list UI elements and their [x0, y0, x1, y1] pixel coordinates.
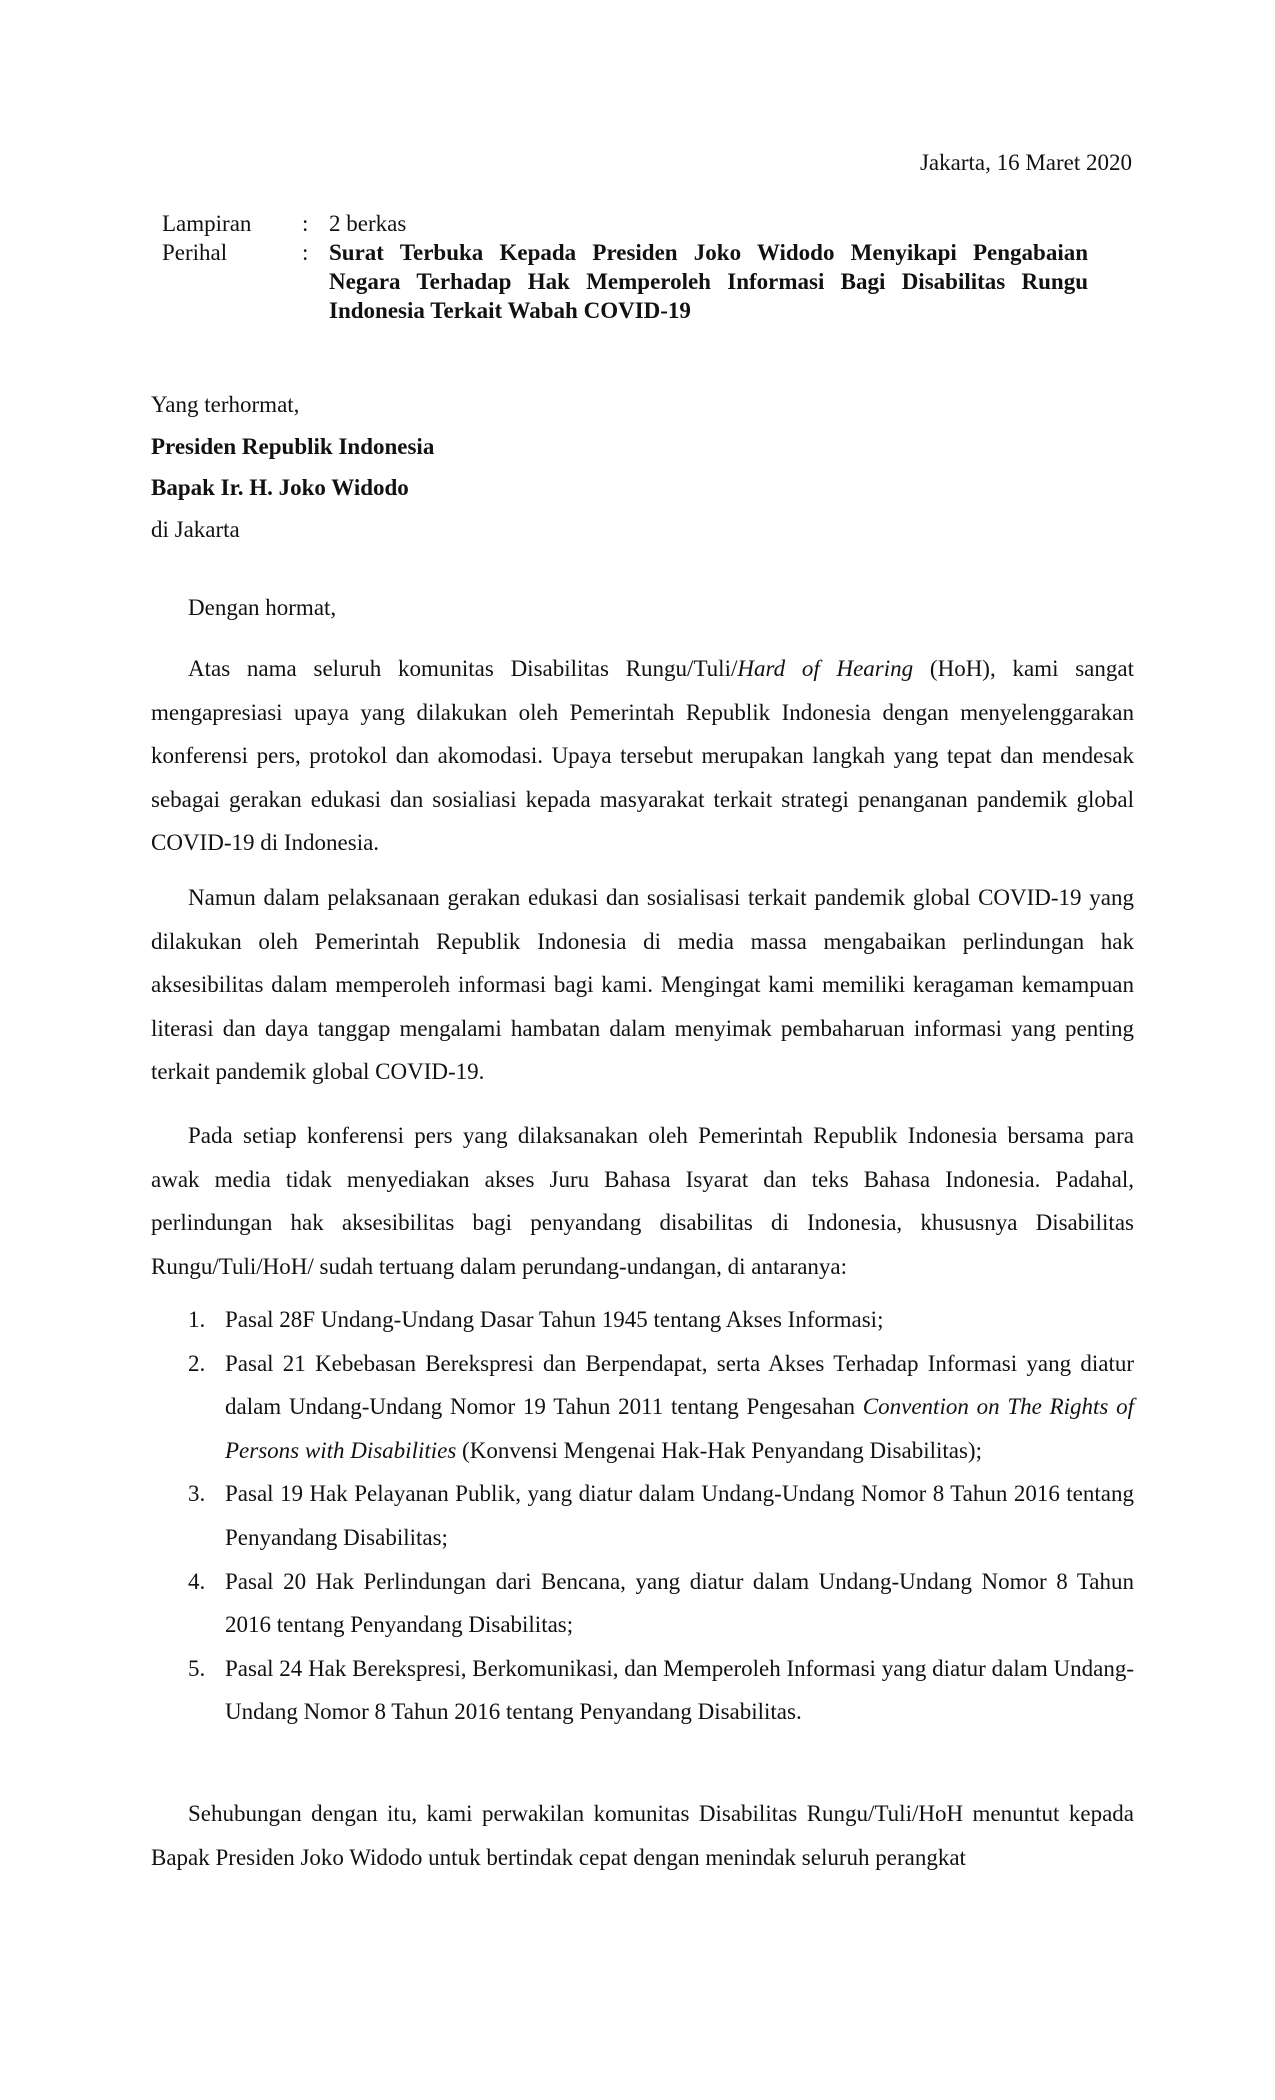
law-list-item — [188, 1472, 1134, 1559]
law-list-item — [188, 1342, 1134, 1473]
salutation: Dengan hormat, — [188, 595, 337, 620]
subject-row — [162, 238, 1088, 325]
law-list-item — [188, 1298, 1134, 1342]
law-text-part: Pasal 21 Kebebasan Berekspresi dan Berpendapat, serta Akses Terhadap Informasi yang diatur dalam Undang-Undang Nomor 19 Tahun 2011 tentang Pengesahan — [225, 1350, 1134, 1420]
paragraph-concern: Namun dalam pelaksanaan gerakan edukasi dan sosialisasi terkait pandemik global COVID-19 yang dilakukan oleh Pemerintah Republik Indonesia di media massa mengabaikan perlindungan hak aksesibilitas dalam memperoleh informasi bagi kami. Mengingat kami memiliki keragaman kemampuan literasi dan daya tanggap mengalami hambatan dalam menyimak pembaharuan informasi yang penting terkait pandemik global COVID-19. — [151, 885, 1134, 1085]
attachment-row — [162, 209, 1088, 238]
law-text: Pasal 24 Hak Berekspresi, Berkomunikasi, dan Memperoleh Informasi yang diatur dalam Undang-Undang Nomor 8 Tahun 2016 tentang Penyandang Disabilitas. — [225, 1655, 1134, 1725]
law-number: 2. — [188, 1350, 206, 1376]
law-text: Pasal 28F Undang-Undang Dasar Tahun 1945 tentang Akses Informasi; — [225, 1307, 884, 1332]
place-date: Jakarta, 16 Maret 2020 — [919, 150, 1132, 175]
law-number: 4. — [188, 1568, 206, 1594]
attachment-colon: : — [302, 211, 309, 236]
law-text-italic: Convention on The Rights of Persons with Disabilities — [225, 1394, 1134, 1463]
law-text — [225, 1342, 1134, 1473]
recipient-greeting: Yang terhormat, — [151, 392, 300, 417]
law-text: Pasal 19 Hak Pelayanan Publik, yang diatur dalam Undang-Undang Nomor 8 Tahun 2016 tentang Penyandang Disabilitas; — [225, 1481, 1134, 1550]
paragraph-italic-text: Hard of Hearing — [737, 656, 914, 681]
subject-value: Surat Terbuka Kepada Presiden Joko Widodo Menyikapi Pengabaian Negara Terhadap Hak Memperoleh Informasi Bagi Disabilitas Rungu Indonesia Terkait Wabah COVID-19 — [329, 240, 1088, 323]
law-text-part: (Konvensi Mengenai Hak-Hak Penyandang Disabilitas); — [456, 1437, 982, 1463]
recipient-block — [151, 384, 434, 550]
recipient-title: Presiden Republik Indonesia — [151, 433, 435, 459]
law-list-item — [188, 1560, 1134, 1647]
recipient-name: Bapak Ir. H. Joko Widodo — [151, 475, 409, 500]
law-list — [188, 1298, 1134, 1734]
law-number: 1. — [188, 1307, 206, 1332]
law-number: 3. — [188, 1481, 206, 1507]
paragraph-appreciation — [151, 647, 1134, 865]
law-number: 5. — [188, 1655, 206, 1681]
paragraph-demand: Sehubungan dengan itu, kami perwakilan komunitas Disabilitas Rungu/Tuli/HoH menuntut kepada Bapak Presiden Joko Widodo untuk bertindak cepat dengan menindak seluruh perangkat — [151, 1801, 1134, 1870]
paragraph-text: Atas nama seluruh komunitas Disabilitas Rungu/Tuli/ — [188, 656, 738, 681]
attachment-label: Lampiran — [162, 211, 252, 236]
subject-label: Perihal — [162, 240, 228, 265]
paragraph-legal-basis: Pada setiap konferensi pers yang dilaksanakan oleh Pemerintah Republik Indonesia bersama para awak media tidak menyediakan akses Juru Bahasa Isyarat dan teks Bahasa Indonesia. Padahal, perlindungan hak aksesibilitas bagi penyandang disabilitas di Indonesia, khususnya Disabilitas Rungu/Tuli/HoH/ sudah tertuang dalam perundang-undangan, di antaranya: — [151, 1123, 1134, 1279]
subject-colon: : — [302, 240, 309, 265]
attachment-value: 2 berkas — [329, 211, 407, 236]
law-text: Pasal 20 Hak Perlindungan dari Bencana, yang diatur dalam Undang-Undang Nomor 8 Tahun 2016 tentang Penyandang Disabilitas; — [225, 1568, 1134, 1638]
recipient-location: di Jakarta — [151, 516, 240, 542]
law-list-item — [188, 1647, 1134, 1734]
paragraph-text: (HoH), kami sangat mengapresiasi upaya yang dilakukan oleh Pemerintah Republik Indonesia dengan menyelenggarakan konferensi pers, protokol dan akomodasi. Upaya tersebut merupakan langkah yang tepat dan mendesak sebagai gerakan edukasi dan sosialiasi kepada masyarakat terkait strategi penanganan pandemik global COVID-19 di Indonesia. — [151, 656, 1134, 856]
letter-meta — [162, 209, 1088, 325]
